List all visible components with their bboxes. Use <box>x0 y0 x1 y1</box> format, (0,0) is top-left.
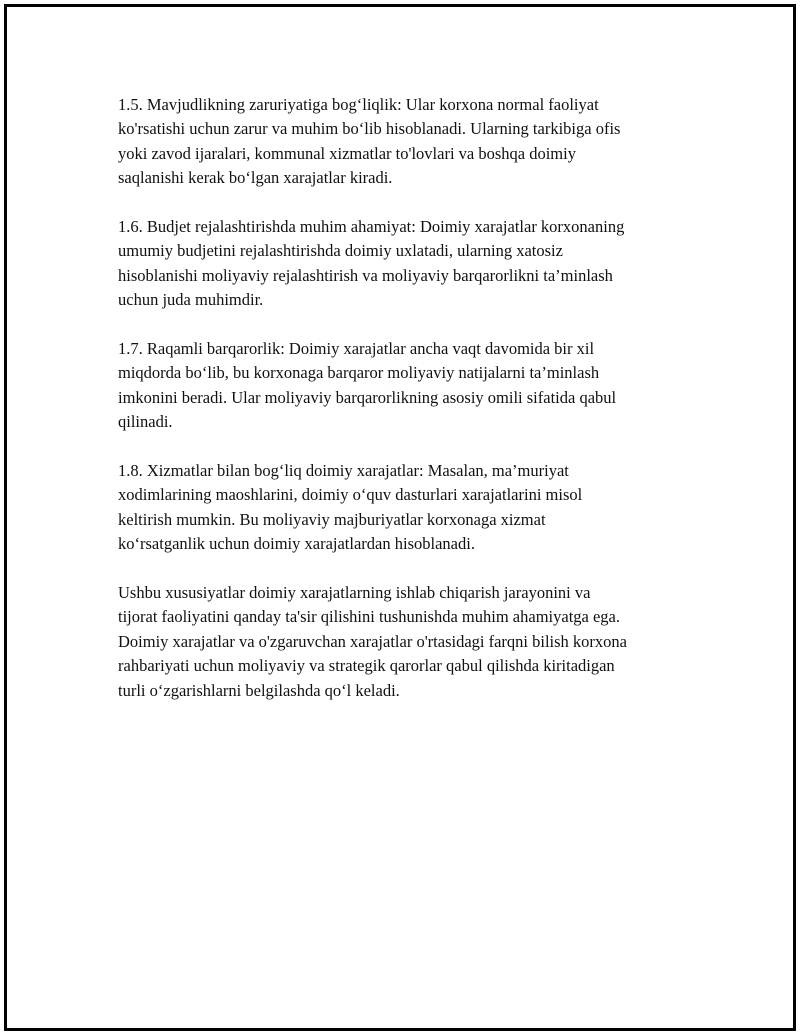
text-line: Ushbu xususiyatlar doimiy xarajatlarning ishlab chiqarish jarayonini va <box>118 583 591 603</box>
text-line: qilinadi. <box>118 412 173 432</box>
document-body <box>118 93 698 727</box>
text-line: miqdorda bo‘lib, bu korxonaga barqaror moliyaviy natijalarni ta’minlash <box>118 363 600 383</box>
text-line: yoki zavod ijaralari, kommunal xizmatlar to'lovlari va boshqa doimiy <box>118 143 576 163</box>
text-line: 1.7. Raqamli barqarorlik: Doimiy xarajatlar ancha vaqt davomida bir xil <box>118 339 595 359</box>
paragraph-conclusion <box>118 581 698 703</box>
text-line: keltirish mumkin. Bu moliyaviy majburiyatlar korxonaga xizmat <box>118 509 546 529</box>
text-line: saqlanishi kerak bo‘lgan xarajatlar kiradi. <box>118 168 393 188</box>
text-line: umumiy budjetini rejalashtirishda doimiy uxlatadi, ularning xatosiz <box>118 241 563 261</box>
text-line: 1.6. Budjet rejalashtirishda muhim ahamiyat: Doimiy xarajatlar korxonaning <box>118 217 625 237</box>
paragraph-1-6 <box>118 215 698 313</box>
text-line: turli o‘zgarishlarni belgilashda qo‘l keladi. <box>118 680 400 700</box>
text-line: 1.8. Xizmatlar bilan bog‘liq doimiy xarajatlar: Masalan, ma’muriyat <box>118 461 569 481</box>
text-line: rahbariyati uchun moliyaviy va strategik qarorlar qabul qilishda kiritadigan <box>118 656 615 676</box>
text-line: uchun juda muhimdir. <box>118 290 264 310</box>
text-line: xodimlarining maoshlarini, doimiy o‘quv dasturlari xarajatlarini misol <box>118 485 583 505</box>
text-line: hisoblanishi moliyaviy rejalashtirish va moliyaviy barqarorlikni ta’minlash <box>118 265 613 285</box>
text-line: Doimiy xarajatlar va o'zgaruvchan xarajatlar o'rtasidagi farqni bilish korxona <box>118 631 628 651</box>
paragraph-1-5 <box>118 93 698 191</box>
text-line: imkonini beradi. Ular moliyaviy barqarorlikning asosiy omili sifatida qabul <box>118 387 617 407</box>
paragraph-1-8 <box>118 459 698 557</box>
text-line: ko'rsatishi uchun zarur va muhim bo‘lib hisoblanadi. Ularning tarkibiga ofis <box>118 119 621 139</box>
text-line: tijorat faoliyatini qanday ta'sir qilishini tushunishda muhim ahamiyatga ega. <box>118 607 620 627</box>
text-line: ko‘rsatganlik uchun doimiy xarajatlardan hisoblanadi. <box>118 534 475 554</box>
text-line: 1.5. Mavjudlikning zaruriyatiga bog‘liqlik: Ular korxona normal faoliyat <box>118 95 599 114</box>
paragraph-1-7 <box>118 337 698 435</box>
